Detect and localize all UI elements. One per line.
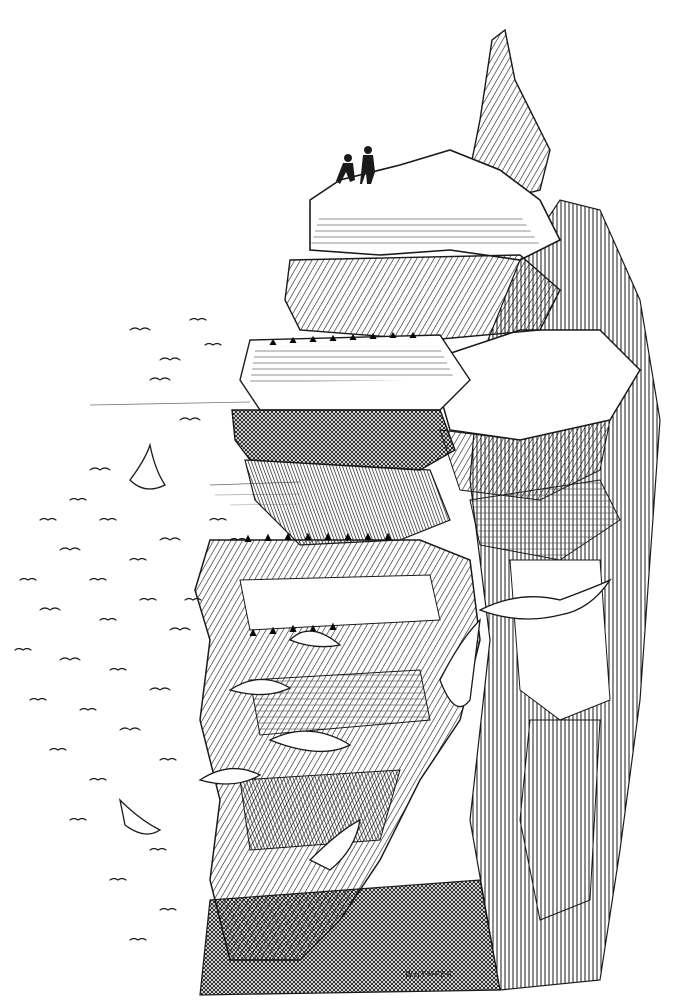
artist-signature: WHYMPER [405, 970, 454, 979]
climber-right [360, 146, 375, 184]
gull-large-3 [130, 445, 165, 489]
gull-large-8 [120, 800, 160, 834]
